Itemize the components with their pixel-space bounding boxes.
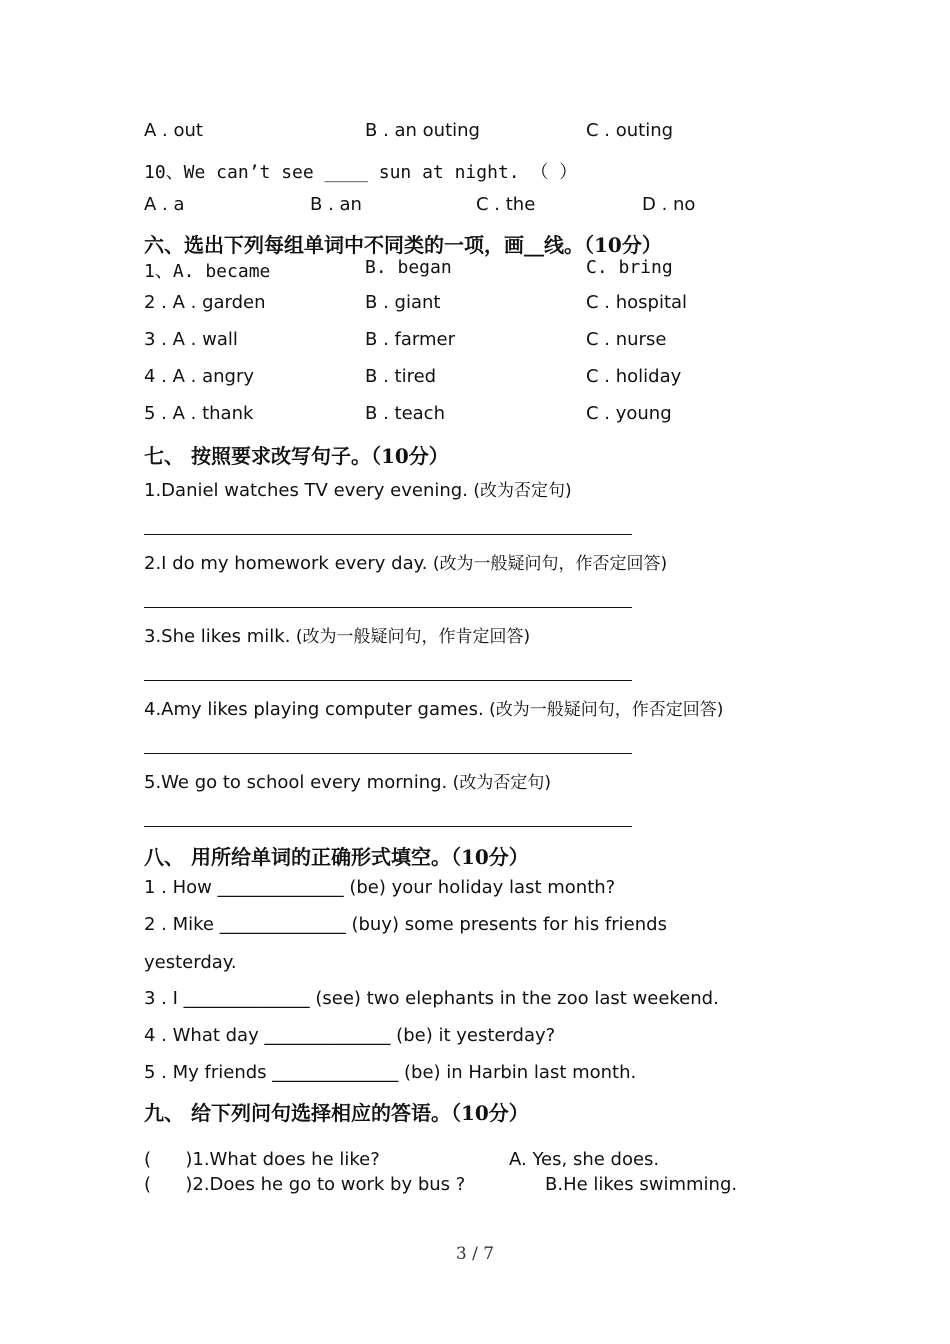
s7-item1-note: (改为否定句) — [467, 481, 572, 501]
s9-answer-b: B.He likes swimming. — [545, 1174, 738, 1195]
s6-row2-b: B . giant — [365, 292, 441, 313]
s6-row3-b: B . farmer — [365, 329, 455, 350]
s7-answer-line-5[interactable] — [144, 826, 632, 827]
s7-item4-note: (改为一般疑问句，作否定回答) — [483, 700, 724, 720]
q10-option-b: B . an — [310, 194, 362, 215]
q10-option-c: C . the — [476, 194, 536, 215]
s7-item2-note: (改为一般疑问句，作否定回答) — [427, 554, 668, 574]
s6-row1-c: C. bring — [586, 257, 673, 278]
s8-line-2-cont: yesterday. — [144, 952, 237, 973]
s7-answer-line-4[interactable] — [144, 753, 632, 754]
s7-item5-text: 5.We go to school every morning. — [144, 772, 448, 793]
s6-row3-a: 3 . A . wall — [144, 329, 238, 350]
s7-item3-text: 3.She likes milk. — [144, 626, 291, 647]
s8-line-1: 1 . How ______________ (be) your holiday last month? — [144, 877, 616, 898]
s7-answer-line-1[interactable] — [144, 534, 632, 535]
section6-title: 六、选出下列每组单词中不同类的一项，画__线。（10分） — [144, 233, 662, 257]
s9-question-2: ( )2.Does he go to work by bus ? — [144, 1174, 466, 1195]
s7-item2-text: 2.I do my homework every day. — [144, 553, 428, 574]
section7-title: 七、 按照要求改写句子。（10分） — [144, 444, 449, 468]
s6-row3-c: C . nurse — [586, 329, 667, 350]
s6-row5-c: C . young — [586, 403, 672, 424]
s7-item3 — [144, 622, 530, 647]
q9-option-b: B . an outing — [365, 120, 480, 141]
q10-option-a: A . a — [144, 194, 185, 215]
s7-item2 — [144, 549, 667, 574]
s7-answer-line-3[interactable] — [144, 680, 632, 681]
s7-item4 — [144, 695, 723, 720]
s8-line-4: 4 . What day ______________ (be) it yesterday? — [144, 1025, 556, 1046]
section8-title: 八、 用所给单词的正确形式填空。（10分） — [144, 845, 529, 869]
s9-answer-a: A. Yes, she does. — [509, 1149, 660, 1170]
s8-line-2: 2 . Mike ______________ (buy) some presents for his friends — [144, 914, 667, 935]
section9-title: 九、 给下列问句选择相应的答语。（10分） — [144, 1101, 529, 1125]
s6-row5-a: 5 . A . thank — [144, 403, 254, 424]
q9-option-c: C . outing — [586, 120, 674, 141]
s8-line-3: 3 . I ______________ (see) two elephants in the zoo last weekend. — [144, 988, 719, 1009]
s6-row5-b: B . teach — [365, 403, 445, 424]
page-number: 3 / 7 — [455, 1244, 495, 1264]
s6-row1-a: 1、A. became — [144, 261, 271, 282]
q10-stem: 10、We can’t see ____ sun at night. （ ） — [144, 162, 578, 183]
s7-item5-note: (改为否定句) — [447, 773, 551, 793]
s8-line-5: 5 . My friends ______________ (be) in Harbin last month. — [144, 1062, 637, 1083]
s7-item1 — [144, 476, 572, 501]
q10-option-d: D . no — [642, 194, 696, 215]
s6-row2-c: C . hospital — [586, 292, 688, 313]
s7-item5 — [144, 768, 551, 793]
s6-row4-b: B . tired — [365, 366, 437, 387]
s7-item3-note: (改为一般疑问句，作肯定回答) — [290, 627, 531, 647]
s9-question-1: ( )1.What does he like? — [144, 1149, 380, 1170]
s7-item4-text: 4.Amy likes playing computer games. — [144, 699, 484, 720]
s7-item1-text: 1.Daniel watches TV every evening. — [144, 480, 468, 501]
q9-option-a: A . out — [144, 120, 203, 141]
s7-answer-line-2[interactable] — [144, 607, 632, 608]
s6-row4-c: C . holiday — [586, 366, 682, 387]
s6-row1-b: B. began — [365, 257, 452, 278]
s6-row4-a: 4 . A . angry — [144, 366, 255, 387]
s6-row2-a: 2 . A . garden — [144, 292, 266, 313]
